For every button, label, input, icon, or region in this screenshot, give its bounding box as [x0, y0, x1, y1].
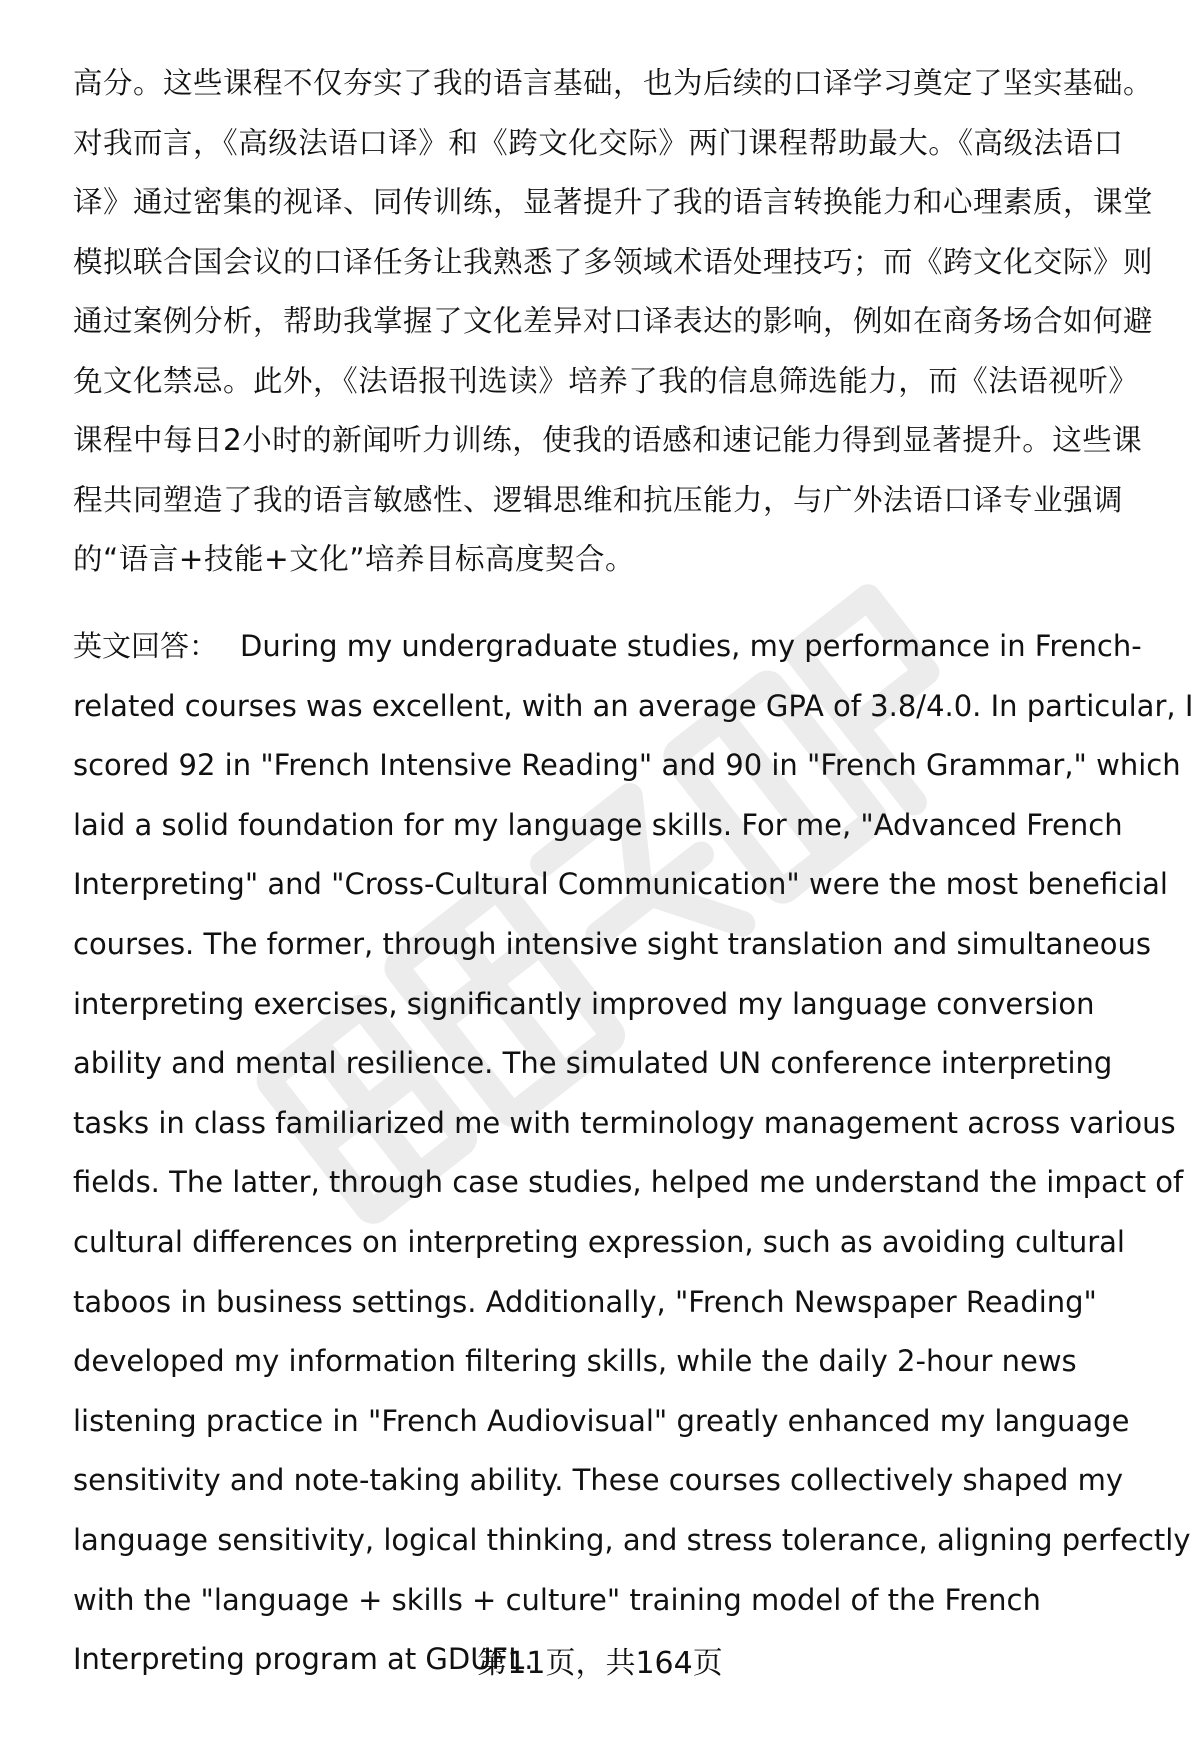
chinese-paragraph [73, 54, 1153, 590]
english-line: fields. The latter, through case studies, helped me understand the impact of [73, 1165, 1184, 1200]
chinese-line: 程共同塑造了我的语言敏感性、逻辑思维和抗压能力，与广外法语口译专业强调 [73, 482, 1124, 517]
chinese-line: 模拟联合国会议的口译任务让我熟悉了多领域术语处理技巧；而《跨文化交际》则 [73, 244, 1154, 279]
english-answer [73, 617, 1194, 1690]
chinese-line: 高分。这些课程不仅夯实了我的语言基础，也为后续的口译学习奠定了坚实基础。 [73, 66, 1154, 100]
english-line: sensitivity and note-taking ability. These courses collectively shaped my [73, 1463, 1124, 1498]
english-line: Interpreting" and "Cross-Cultural Communication" were the most beneficial [73, 867, 1168, 902]
chinese-line: 通过案例分析，帮助我掌握了文化差异对口译表达的影响，例如在商务场合如何避 [73, 304, 1154, 338]
english-answer-label: 英文回答： [73, 629, 219, 663]
english-line: During my undergraduate studies, my performance in French- [240, 629, 1142, 663]
english-first-line [73, 617, 1163, 677]
page-number-footer: 第11页，共164页 [477, 1646, 723, 1681]
english-line: taboos in business settings. Additionally, "French Newspaper Reading" [73, 1284, 1097, 1319]
english-line: courses. The former, through intensive sight translation and simultaneous [73, 926, 1151, 961]
english-line: related courses was excellent, with an average GPA of 3.8/4.0. In particular, I [73, 688, 1194, 723]
english-line: ability and mental resilience. The simulated UN conference interpreting [73, 1046, 1113, 1081]
chinese-line: 对我而言，《高级法语口译》和《跨文化交际》两门课程帮助最大。《高级法语口 [73, 125, 1124, 160]
english-line: cultural differences on interpreting expression, such as avoiding cultural [73, 1224, 1125, 1259]
english-line: laid a solid foundation for my language skills. For me, "Advanced French [73, 807, 1123, 842]
chinese-line: 的“语言+技能+文化”培养目标高度契合。 [73, 542, 636, 576]
chinese-line: 课程中每日2小时的新闻听力训练，使我的语感和速记能力得到显著提升。这些课 [73, 423, 1143, 457]
chinese-line: 免文化禁忌。此外，《法语报刊选读》培养了我的信息筛选能力，而《法语视听》 [73, 363, 1139, 398]
english-line: language sensitivity, logical thinking, and stress tolerance, aligning perfectly [73, 1522, 1191, 1557]
chinese-line: 译》通过密集的视译、同传训练，显著提升了我的语言转换能力和心理素质，课堂 [73, 185, 1154, 219]
english-line: Interpreting program at GDUFL. [73, 1642, 534, 1677]
english-line: listening practice in "French Audiovisual" greatly enhanced my language [73, 1403, 1130, 1438]
english-line: with the "language + skills + culture" training model of the French [73, 1582, 1041, 1617]
english-line: developed my information filtering skills, while the daily 2-hour news [73, 1344, 1077, 1379]
english-line: interpreting exercises, significantly improved my language conversion [73, 986, 1095, 1021]
english-line: tasks in class familiarized me with terminology management across various [73, 1105, 1176, 1140]
english-line: scored 92 in "French Intensive Reading" and 90 in "French Grammar," which [73, 748, 1181, 783]
